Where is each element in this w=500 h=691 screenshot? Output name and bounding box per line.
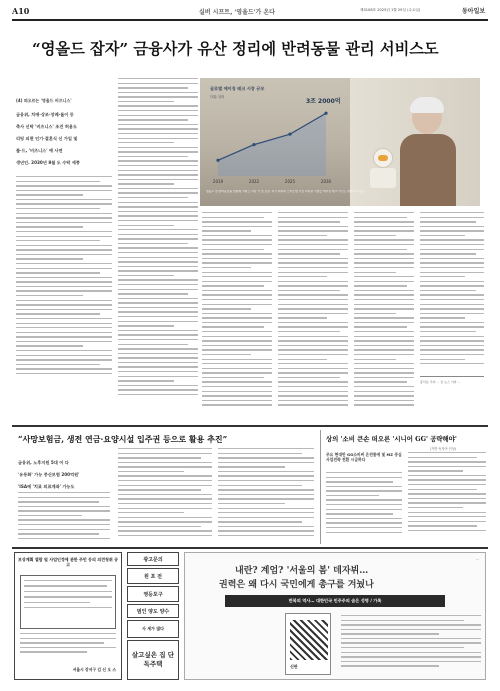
photo-caption: 영올드 및 반려동물을 맞춤형 서비스 시장 기 및 보장. 미국 피지와 스타트업 기술 디지털 기업들 에이징 테크 기기도 개발하고 있다.: [206, 190, 366, 193]
classified-1-text: 광고문의: [143, 556, 163, 563]
subhead-5: 생년인. 2030년 8월 도 수탁 세종: [16, 160, 80, 165]
book-banner-text: 반복의 역사… 대한민국 민주주의 숨은 성명 / 가록: [288, 598, 382, 603]
classified-3-text: 영등포구: [143, 591, 163, 598]
bl-body-col-3: [218, 448, 314, 544]
classified-2-text: 원 포 전: [144, 573, 162, 580]
br-body-col-2: [408, 452, 486, 544]
classified-ads: [127, 552, 179, 680]
book-quote-1: 내란? 계엄? '서울의 봄' 데자뷔…: [235, 566, 369, 576]
reporter-box: [420, 376, 484, 416]
bl-body-col-2: [118, 448, 212, 544]
masthead-logo: 동아일보: [462, 8, 486, 15]
bl-subhead-2: '유동화' 가능 중신보험 200억원': [18, 472, 80, 477]
graphic-callout: 3조 2000억: [306, 98, 341, 105]
issue-info: 제3108호 2025년 1월 29일 (수요일): [360, 8, 421, 12]
section-divider-1: [12, 425, 488, 427]
book-quote-2: 권력은 왜 다시 국민에게 총구를 겨눴나: [219, 580, 374, 590]
series-tag: (4) 떠오르는 '영올드 비즈니스': [16, 98, 72, 103]
classified-6: [127, 640, 179, 680]
br-body-col-1: [326, 472, 402, 544]
book-cover-label: 신판: [290, 664, 298, 669]
subhead-4: 플·드, '비즈니스' 예 사연: [16, 148, 63, 153]
classified-1: [127, 552, 179, 566]
section-title: 실버 시프트, '영올드'가 온다: [199, 9, 275, 16]
x-tick-label: 2019: [212, 179, 224, 184]
classified-3: [127, 586, 179, 602]
classified-5-text: 사 세가 많다: [141, 626, 165, 631]
bl-subhead-1: 금융위, 노후지원 5대 어 다: [18, 460, 69, 465]
book-cover-pattern: [290, 620, 328, 660]
section-divider-2: [12, 547, 488, 549]
body-text-col-5: [354, 212, 414, 418]
classified-6-text: 살고싶은 집 단독주택: [131, 651, 175, 668]
bottom-left-headline: “사망보험금, 생전 연금·요양시설 입주권 등으로 활용 추진”: [18, 434, 228, 444]
person-figure: [400, 100, 456, 206]
body-text-col-1: [16, 176, 112, 386]
x-tick-label: 2025: [284, 179, 296, 184]
book-publisher: ...: [475, 557, 479, 561]
classified-4-text: 범인 양도 양수: [136, 608, 170, 615]
robot-device: [370, 148, 396, 188]
subhead-3: 리팅 피편 인기·결혼식 신 가입 및: [16, 136, 78, 141]
data-point: [288, 133, 291, 136]
header-rule: [12, 19, 488, 21]
book-ad: [184, 552, 486, 680]
bottom-left-subheads: [18, 460, 116, 496]
page-number: A10: [12, 6, 30, 16]
top-headline: “영올드 잡자” 금융사가 유산 정리에 반려동물 관리 서비스도: [32, 40, 439, 58]
bottom-right-subhead: (기반 독자아 인상): [430, 447, 457, 451]
reporter-credit: 홍석호 기자 ... 김 뉴스 기자 ...: [420, 380, 461, 384]
body-text-col-2: [118, 78, 198, 418]
body-text-col-6: [420, 212, 484, 372]
legal-notice-table: [20, 575, 116, 629]
top-article-left-col: [16, 98, 112, 418]
book-ad-body: [341, 615, 481, 675]
bl-body-col-1: [18, 492, 110, 544]
data-point: [216, 159, 219, 162]
body-text-col-3: [202, 212, 272, 418]
subhead-1: 금융위, 치매·상조·장례·돌이 등: [16, 112, 74, 117]
book-banner: [225, 595, 445, 607]
classified-2: [127, 568, 179, 584]
data-point: [324, 112, 327, 115]
legal-notice-body: [20, 633, 116, 663]
bottom-right-lead: 주요 현대만 GG소비써 온전통에 및 MZ 중심 사업전략 전환 시급하다: [326, 452, 402, 462]
legal-notice-ad: [14, 552, 122, 680]
classified-5: [127, 620, 179, 638]
bl-subhead-3: 'ISA에 '치료 의료계좌' 가능도: [18, 484, 75, 489]
book-cover: [285, 613, 331, 675]
data-point: [252, 143, 255, 146]
graphic-title: 글로벌 에이징 테크 시장 규모: [210, 86, 265, 91]
page-header: [12, 6, 488, 18]
body-text-col-4: [278, 212, 348, 418]
feature-photo: [200, 78, 480, 206]
x-tick-label: 2022: [248, 179, 260, 184]
graphic-unit: 단위: 달러: [210, 95, 225, 99]
bottom-column-rule: [320, 430, 321, 544]
x-tick-label: 2030: [320, 179, 332, 184]
legal-notice-title: 보상계획 열람 및 사업인정에 관한 주민 등의 의견청취 공고: [18, 557, 119, 567]
bottom-right-headline: 상의 '소비 큰손 떠오른 '시니어 GG' 공략해야': [326, 435, 457, 443]
market-size-graphic: [206, 84, 356, 194]
classified-4: [127, 604, 179, 618]
legal-notice-sign: 서울시 강서구 김 신 오 스: [72, 667, 116, 672]
subhead-2: 축사 신탁 '비즈니스' 조건 허용도: [16, 124, 77, 129]
